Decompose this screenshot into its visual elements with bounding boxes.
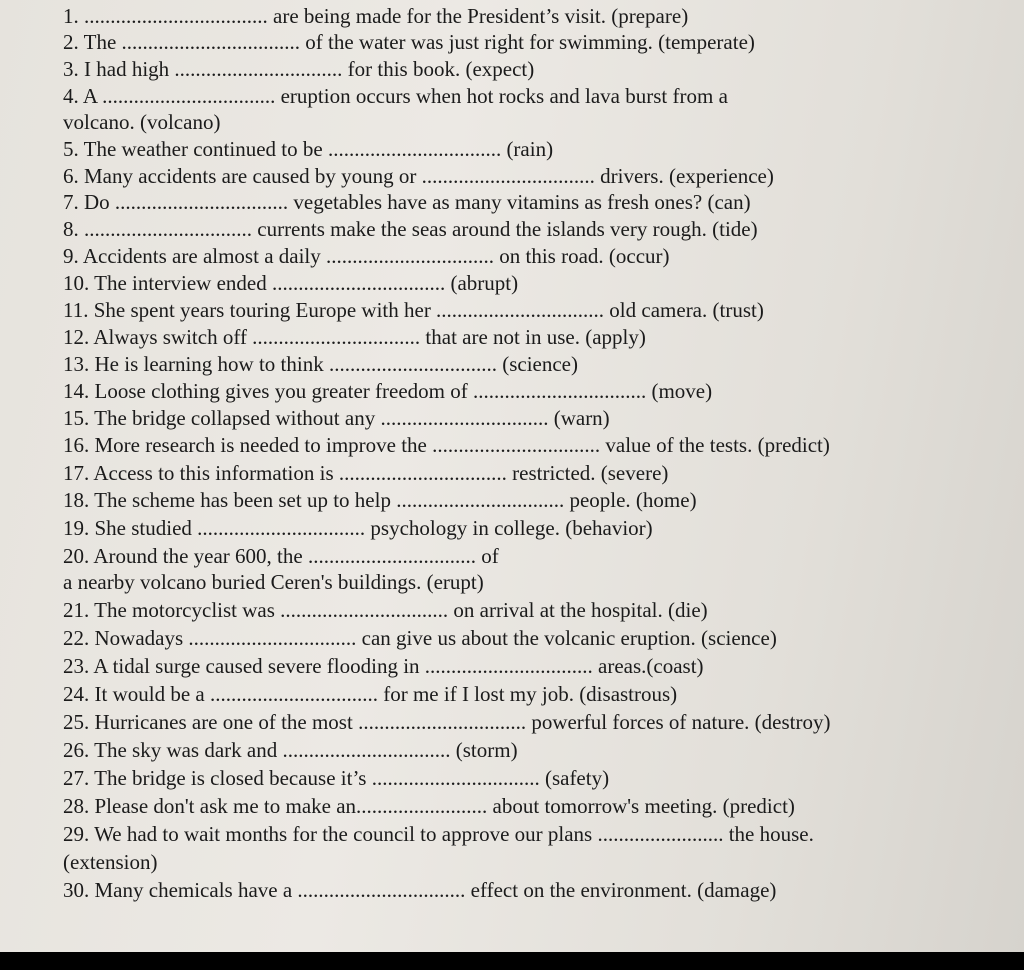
line-text: 24. It would be a ................................ for me if I lost my job. (disastrous): [63, 682, 678, 706]
line-text: 14. Loose clothing gives you greater freedom of ................................. (move): [63, 379, 713, 403]
exercise-line: [63, 296, 1024, 324]
exercise-line: [63, 764, 1024, 792]
exercise-line: [63, 848, 1024, 876]
exercise-line: [63, 108, 1024, 136]
line-text: 4. A ................................. eruption occurs when hot rocks and lava burst from a: [63, 84, 728, 108]
line-text: 7. Do ................................. vegetables have as many vitamins as fresh ones? (can): [63, 190, 751, 214]
line-text: 19. She studied ................................ psychology in college. (behavior): [63, 516, 653, 540]
line-text: 3. I had high ................................ for this book. (expect): [63, 57, 535, 81]
bottom-edge: [0, 952, 1024, 970]
line-text: 20. Around the year 600, the ................................ of: [63, 544, 499, 568]
line-text: 17. Access to this information is ................................ restricted. (severe): [63, 461, 669, 485]
exercise-line: [63, 708, 1024, 736]
line-text: 5. The weather continued to be ................................. (rain): [63, 137, 554, 161]
line-text: 22. Nowadays ................................ can give us about the volcanic eruption. (science): [63, 626, 777, 650]
line-text: 28. Please don't ask me to make an......................... about tomorrow's meeting. (predict): [63, 794, 795, 818]
line-text: 6. Many accidents are caused by young or ................................. drivers. (experience): [63, 164, 774, 188]
exercise-line: [63, 876, 1024, 904]
exercise-line: [63, 2, 1024, 30]
exercise-line: [63, 459, 1024, 487]
line-text: 9. Accidents are almost a daily ................................ on this road. (occur): [63, 244, 670, 268]
line-text: 1. ................................... are being made for the President’s visit. (prepare): [63, 4, 689, 28]
line-text: 25. Hurricanes are one of the most ................................ powerful forces of nature. (destroy): [63, 710, 831, 734]
exercise-line: [63, 55, 1024, 83]
line-text: 13. He is learning how to think ................................ (science): [63, 352, 578, 376]
exercise-line: [63, 377, 1024, 405]
line-text: 18. The scheme has been set up to help ................................ people. (home): [63, 488, 697, 512]
exercise-line: [63, 568, 1024, 596]
exercise-line: [63, 736, 1024, 764]
line-text: 23. A tidal surge caused severe flooding in ................................ areas.(coast): [63, 654, 704, 678]
line-text: a nearby volcano buried Ceren's buildings. (erupt): [63, 570, 484, 594]
line-text: 10. The interview ended ................................. (abrupt): [63, 271, 519, 295]
line-text: 29. We had to wait months for the council to approve our plans ........................ the house.: [63, 822, 814, 846]
exercise-line: [63, 242, 1024, 270]
line-text: (extension): [63, 850, 158, 874]
exercise-line: [63, 680, 1024, 708]
line-text: volcano. (volcano): [63, 110, 221, 134]
exercise-line: [63, 792, 1024, 820]
exercise-line: [63, 28, 1024, 56]
exercise-line: [63, 188, 1024, 216]
exercise-line: [63, 652, 1024, 680]
line-text: 30. Many chemicals have a ................................ effect on the environment. (damage): [63, 878, 777, 902]
line-text: 27. The bridge is closed because it’s ................................ (safety): [63, 766, 610, 790]
exercise-line: [63, 269, 1024, 297]
line-text: 2. The .................................. of the water was just right for swimming. (temperate): [63, 30, 755, 54]
exercise-line: [63, 820, 1024, 848]
line-text: 16. More research is needed to improve the ................................ value of the tests. (predict): [63, 433, 830, 457]
exercise-line: [63, 596, 1024, 624]
line-text: 21. The motorcyclist was ................................ on arrival at the hospital. (die): [63, 598, 708, 622]
exercise-line: [63, 215, 1024, 243]
line-text: 12. Always switch off ................................ that are not in use. (apply): [63, 325, 646, 349]
line-text: 15. The bridge collapsed without any ................................ (warn): [63, 406, 610, 430]
exercise-line: [63, 162, 1024, 190]
exercise-line: [63, 404, 1024, 432]
line-text: 26. The sky was dark and ................................ (storm): [63, 738, 518, 762]
exercise-line: [63, 486, 1024, 514]
exercise-line: [63, 350, 1024, 378]
line-text: 11. She spent years touring Europe with her ................................ old camera. (trust): [63, 298, 764, 322]
exercise-line: [63, 514, 1024, 542]
exercise-line: [63, 542, 1024, 570]
exercise-line: [63, 82, 1024, 110]
exercise-line: [63, 323, 1024, 351]
exercise-line: [63, 624, 1024, 652]
exercise-line: [63, 431, 1024, 459]
exercise-line: [63, 135, 1024, 163]
line-text: 8. ................................ currents make the seas around the islands very rough. (tide): [63, 217, 758, 241]
